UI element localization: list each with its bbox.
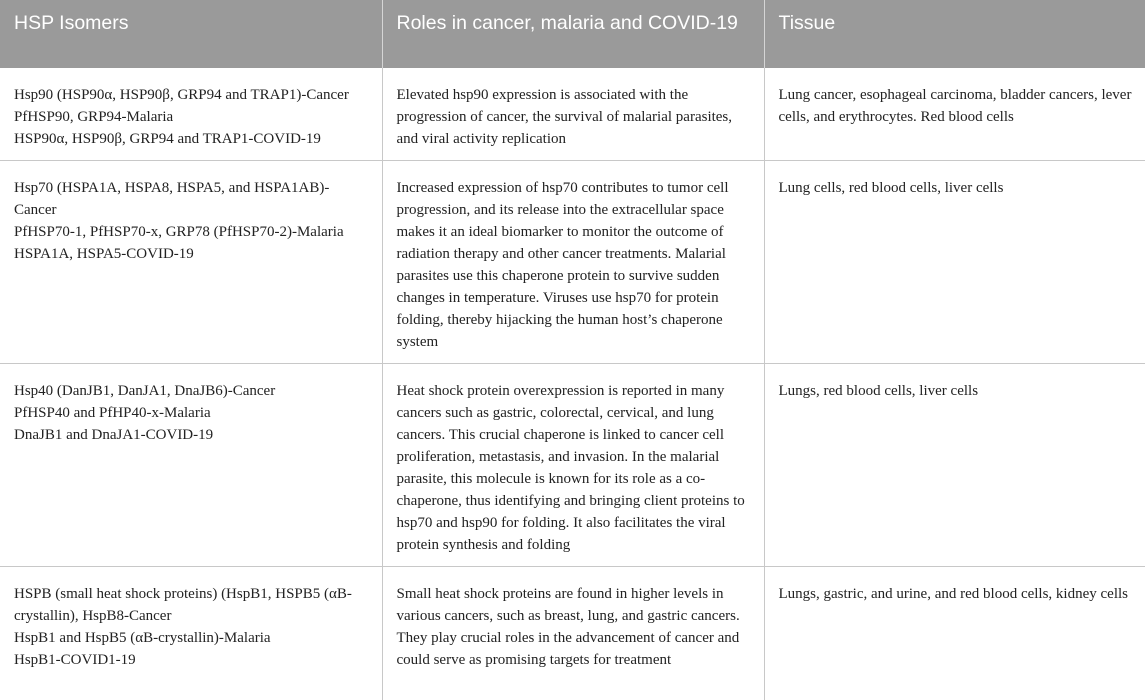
isomer-line: PfHSP70-1, PfHSP70-x, GRP78 (PfHSP70-2)-Malaria — [14, 221, 370, 243]
isomers-cell — [0, 161, 382, 364]
isomer-line: Hsp70 (HSPA1A, HSPA8, HSPA5, and HSPA1AB)-Cancer — [14, 177, 370, 221]
roles-cell: Elevated hsp90 expression is associated with the progression of cancer, the survival of malarial parasites, and viral activity replication — [382, 68, 764, 161]
isomer-line: Hsp90 (HSP90α, HSP90β, GRP94 and TRAP1)-Cancer — [14, 84, 370, 106]
roles-cell: Small heat shock proteins are found in higher levels in various cancers, such as breast, lung, and gastric cancers. They play crucial roles in the advancement of cancer and could serve as promising targets for treatment — [382, 567, 764, 700]
header-hsp-isomers: HSP Isomers — [0, 0, 382, 68]
tissue-cell: Lungs, gastric, and urine, and red blood cells, kidney cells — [764, 567, 1145, 700]
isomer-line: HspB1-COVID1-19 — [14, 649, 370, 671]
tissue-cell: Lung cells, red blood cells, liver cells — [764, 161, 1145, 364]
table-row — [0, 364, 1145, 567]
isomer-line: Hsp40 (DanJB1, DanJA1, DnaJB6)-Cancer — [14, 380, 370, 402]
table-row — [0, 161, 1145, 364]
roles-cell: Increased expression of hsp70 contributes to tumor cell progression, and its release into the extracellular space makes it an ideal biomarker to monitor the outcome of radiation therapy and other cancer treatments. Malarial parasites use this chaperone protein to survive sudden changes in temperature. Viruses use hsp70 for protein folding, thereby hijacking the human host’s chaperone system — [382, 161, 764, 364]
isomers-cell — [0, 68, 382, 161]
table-row — [0, 567, 1145, 700]
tissue-cell: Lung cancer, esophageal carcinoma, bladder cancers, lever cells, and erythrocytes. Red blood cells — [764, 68, 1145, 161]
header-roles: Roles in cancer, malaria and COVID-19 — [382, 0, 764, 68]
table-body — [0, 68, 1145, 700]
isomer-line: PfHSP40 and PfHP40-x-Malaria — [14, 402, 370, 424]
isomer-line: HSP90α, HSP90β, GRP94 and TRAP1-COVID-19 — [14, 128, 370, 150]
isomer-line: DnaJB1 and DnaJA1-COVID-19 — [14, 424, 370, 446]
isomer-line: PfHSP90, GRP94-Malaria — [14, 106, 370, 128]
header-tissue: Tissue — [764, 0, 1145, 68]
isomer-line: HspB1 and HspB5 (αB-crystallin)-Malaria — [14, 627, 370, 649]
isomer-line: HSPB (small heat shock proteins) (HspB1, HSPB5 (αB-crystallin), HspB8-Cancer — [14, 583, 370, 627]
isomer-line: HSPA1A, HSPA5-COVID-19 — [14, 243, 370, 265]
table-row — [0, 68, 1145, 161]
header-row — [0, 0, 1145, 68]
isomers-cell — [0, 567, 382, 700]
isomers-cell — [0, 364, 382, 567]
roles-cell: Heat shock protein overexpression is reported in many cancers such as gastric, colorectal, cervical, and lung cancers. This crucial chaperone is linked to cancer cell proliferation, metastasis, and invasion. In the malarial parasite, this molecule is known for its role as a co-chaperone, thus identifying and bringing client proteins to hsp70 and hsp90 for folding. It also facilitates the viral protein synthesis and folding — [382, 364, 764, 567]
tissue-cell: Lungs, red blood cells, liver cells — [764, 364, 1145, 567]
table-header — [0, 0, 1145, 68]
